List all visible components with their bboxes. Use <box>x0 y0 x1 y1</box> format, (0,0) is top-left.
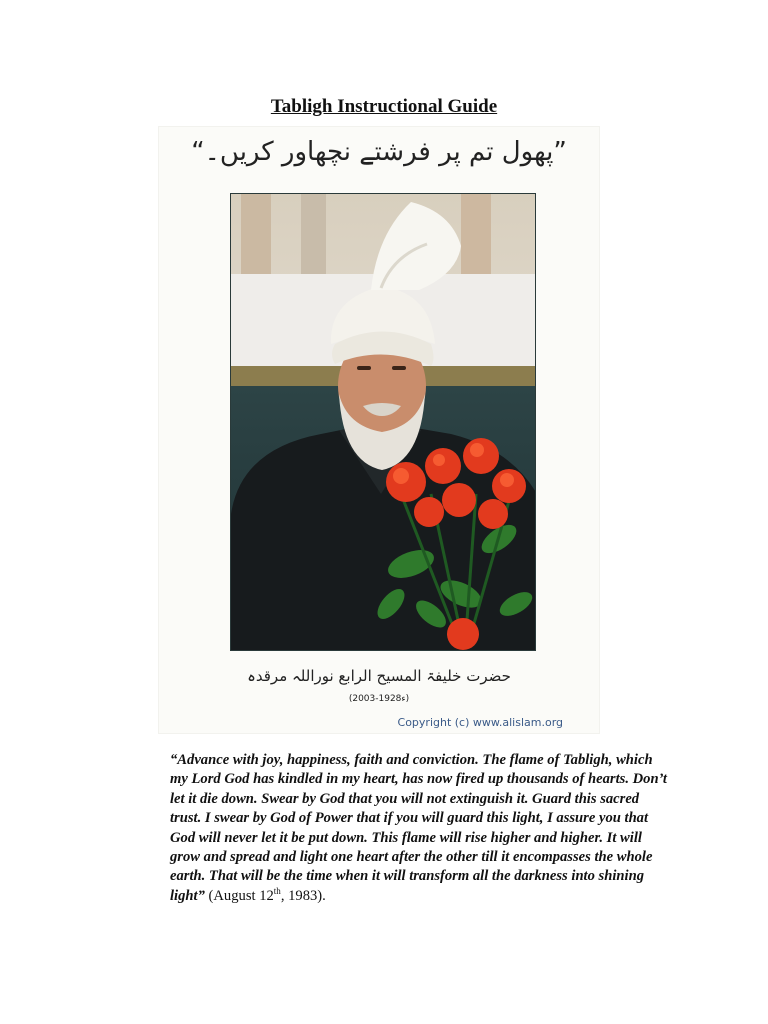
quote-date-sup: th <box>273 885 281 896</box>
urdu-caption: حضرت خلیفۃ المسیح الرابع نوراللہ مرقدہ <box>247 667 511 685</box>
years-caption: (2003-1928ء) <box>348 694 410 704</box>
copyright-notice: Copyright (c) www.alislam.org <box>397 716 563 729</box>
quote-paragraph <box>170 751 670 906</box>
portrait-photo <box>230 193 536 651</box>
poster-card <box>158 126 600 734</box>
quote-text: “Advance with joy, happiness, faith and conviction. The flame of Tabligh, which my Lord God has kindled in my heart, has now fired up thousands of hearts. Don’t let it die down. Swear by God that you will not extinguish it. Guard this sacred trust. I swear by God of Power that if you will guard this light, I assure you that God will never let it be put down. This flame will rise higher and higher. It will grow and spread and light one heart after the other till it encompasses the whole earth. That will be the time when it will transform all the darkness into shining light” <box>170 752 667 904</box>
urdu-heading: ”پھول تم پر فرشتے نچھاور کریں۔“ <box>191 137 567 167</box>
page-title: Tabligh Instructional Guide <box>270 96 498 117</box>
quote-date <box>204 885 326 904</box>
quote-date-suffix: , 1983). <box>280 887 326 904</box>
quote-date-prefix: (August 12 <box>204 887 274 904</box>
